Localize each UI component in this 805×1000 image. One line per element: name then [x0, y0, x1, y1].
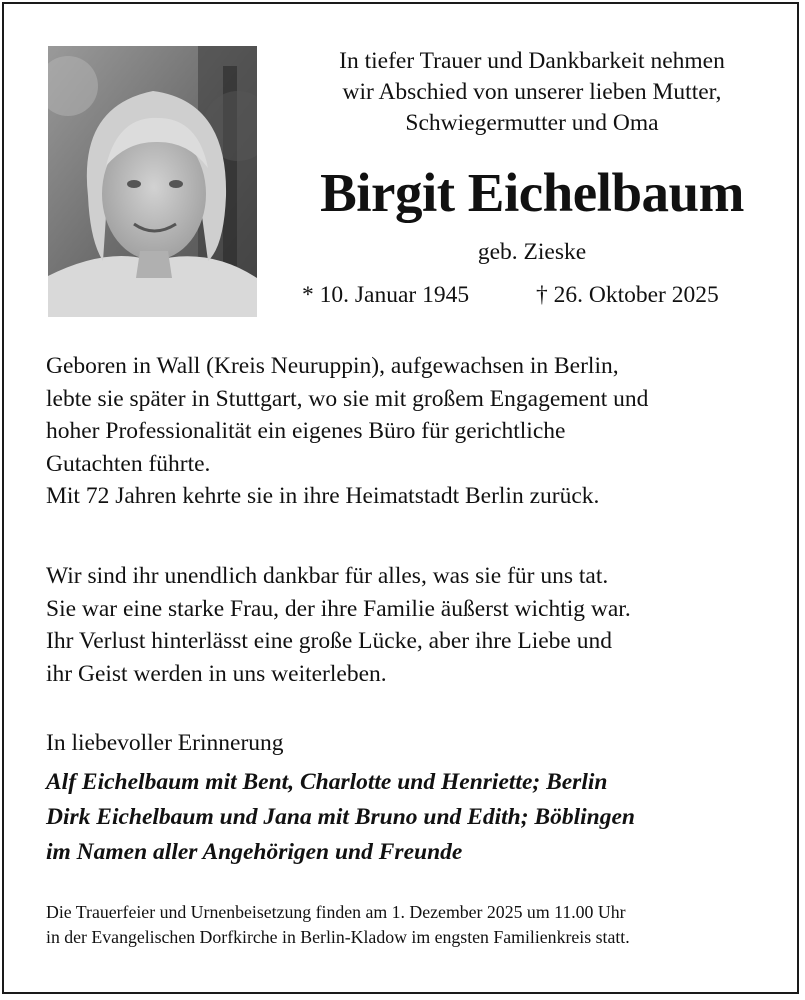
birth-name: geb. Zieske	[477, 239, 587, 265]
intro-line: Schwiegermutter und Oma	[405, 110, 659, 136]
signer-line: im Namen aller Angehörigen und Freunde	[46, 839, 463, 865]
gratitude-paragraph	[46, 560, 786, 690]
intro-line: wir Abschied von unserer lieben Mutter,	[342, 79, 722, 105]
life-dates	[302, 280, 772, 310]
portrait-image	[48, 46, 257, 317]
signers-list	[46, 765, 786, 870]
death-date: † 26. Oktober 2025	[536, 282, 719, 308]
deceased-name: Birgit Eichelbaum	[320, 162, 744, 223]
paragraph-line: lebte sie später in Stuttgart, wo sie mit großem Engagement und	[46, 385, 649, 412]
service-line: in der Evangelischen Dorfkirche in Berlin-Kladow im engsten Familienkreis statt.	[46, 926, 630, 947]
paragraph-line: Ihr Verlust hinterlässt eine große Lücke, aber ihre Liebe und	[46, 628, 612, 654]
birth-date: * 10. Januar 1945	[302, 282, 470, 308]
paragraph-line: Sie war eine starke Frau, der ihre Familie äußerst wichtig war.	[46, 595, 631, 622]
paragraph-line: Geboren in Wall (Kreis Neuruppin), aufgewachsen in Berlin,	[46, 353, 619, 379]
portrait-photo	[48, 46, 257, 317]
signer-line: Alf Eichelbaum mit Bent, Charlotte und Henriette; Berlin	[46, 769, 608, 795]
signer-line: Dirk Eichelbaum und Jana mit Bruno und Edith; Böblingen	[46, 804, 635, 830]
paragraph-line: Gutachten führte.	[46, 450, 211, 477]
paragraph-line: hoher Professionalität ein eigenes Büro für gerichtliche	[46, 418, 566, 444]
memory-line: In liebevoller Erinnerung	[46, 730, 284, 756]
biography-paragraph	[46, 350, 786, 513]
intro-line: In tiefer Trauer und Dankbarkeit nehmen	[339, 48, 725, 74]
paragraph-line: Wir sind ihr unendlich dankbar für alles, was sie für uns tat.	[46, 563, 609, 589]
service-info	[46, 900, 786, 949]
paragraph-line: ihr Geist werden in uns weiterleben.	[46, 660, 387, 687]
intro-text	[282, 46, 782, 139]
paragraph-line: Mit 72 Jahren kehrte sie in ihre Heimatstadt Berlin zurück.	[46, 483, 600, 509]
service-line: Die Trauerfeier und Urnenbeisetzung finden am 1. Dezember 2025 um 11.00 Uhr	[46, 902, 626, 922]
